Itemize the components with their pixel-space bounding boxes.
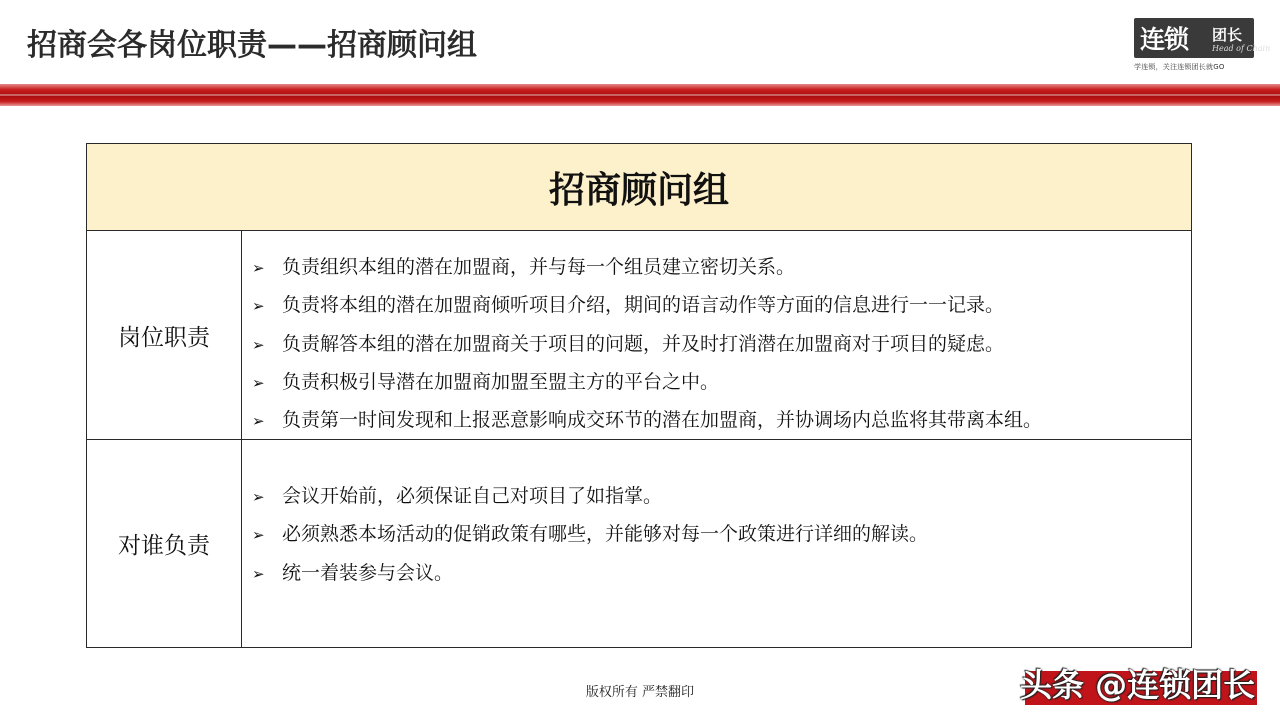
list-item-text: 统一着装参与会议。 xyxy=(282,562,454,584)
table-row xyxy=(87,231,1191,440)
bullet-arrow-icon: ➢ xyxy=(252,488,265,506)
list-item xyxy=(252,519,928,546)
row-content xyxy=(252,231,1191,439)
bullet-arrow-icon: ➢ xyxy=(252,526,265,544)
list-item-text: 负责第一时间发现和上报恶意影响成交环节的潜在加盟商，并协调场内总监将其带离本组。 xyxy=(282,409,1043,431)
bullet-arrow-icon: ➢ xyxy=(252,565,265,583)
logo-main-text: 连锁 xyxy=(1140,25,1189,54)
list-item-text: 会议开始前，必须保证自己对项目了如指掌。 xyxy=(282,485,663,507)
logo-box xyxy=(1134,18,1271,58)
duty-table xyxy=(86,143,1192,648)
copyright-notice: 版权所有 严禁翻印 xyxy=(585,685,695,700)
list-item xyxy=(252,290,1004,317)
watermark-text: 头条 @连锁团长 xyxy=(1020,666,1256,704)
list-item-text: 必须熟悉本场活动的促销政策有哪些，并能够对每一个政策进行详细的解读。 xyxy=(282,523,929,545)
list-item xyxy=(252,329,1004,356)
bullet-arrow-icon: ➢ xyxy=(252,412,265,430)
table-title: 招商顾问组 xyxy=(87,144,1191,231)
list-item xyxy=(252,405,1042,432)
table-row xyxy=(87,440,1191,647)
logo-sub-text: 团长 xyxy=(1212,26,1243,44)
slide-title: 招商会各岗位职责——招商顾问组 xyxy=(27,28,477,63)
row-label: 对谁负责 xyxy=(87,440,242,647)
list-item xyxy=(252,367,719,394)
bullet-arrow-icon: ➢ xyxy=(252,259,265,277)
bullet-arrow-icon: ➢ xyxy=(252,297,265,315)
logo-english-text: Head of Chain xyxy=(1212,44,1271,53)
logo-slogan: 学连锁，关注连锁团长就GO xyxy=(1134,63,1225,71)
row-label: 岗位职责 xyxy=(87,231,242,439)
list-item xyxy=(252,481,662,508)
header-divider-band xyxy=(0,84,1280,106)
list-item-text: 负责将本组的潜在加盟商倾听项目介绍，期间的语言动作等方面的信息进行一一记录。 xyxy=(282,294,1005,316)
list-item-text: 负责解答本组的潜在加盟商关于项目的问题，并及时打消潜在加盟商对于项目的疑虑。 xyxy=(282,333,1005,355)
brand-logo xyxy=(1134,18,1271,72)
bullet-arrow-icon: ➢ xyxy=(252,374,265,392)
list-item-text: 负责积极引导潜在加盟商加盟至盟主方的平台之中。 xyxy=(282,371,720,393)
list-item xyxy=(252,558,453,585)
list-item xyxy=(252,252,795,279)
bullet-arrow-icon: ➢ xyxy=(252,336,265,354)
list-item-text: 负责组织本组的潜在加盟商，并与每一个组员建立密切关系。 xyxy=(282,256,796,278)
row-content xyxy=(252,440,1191,647)
